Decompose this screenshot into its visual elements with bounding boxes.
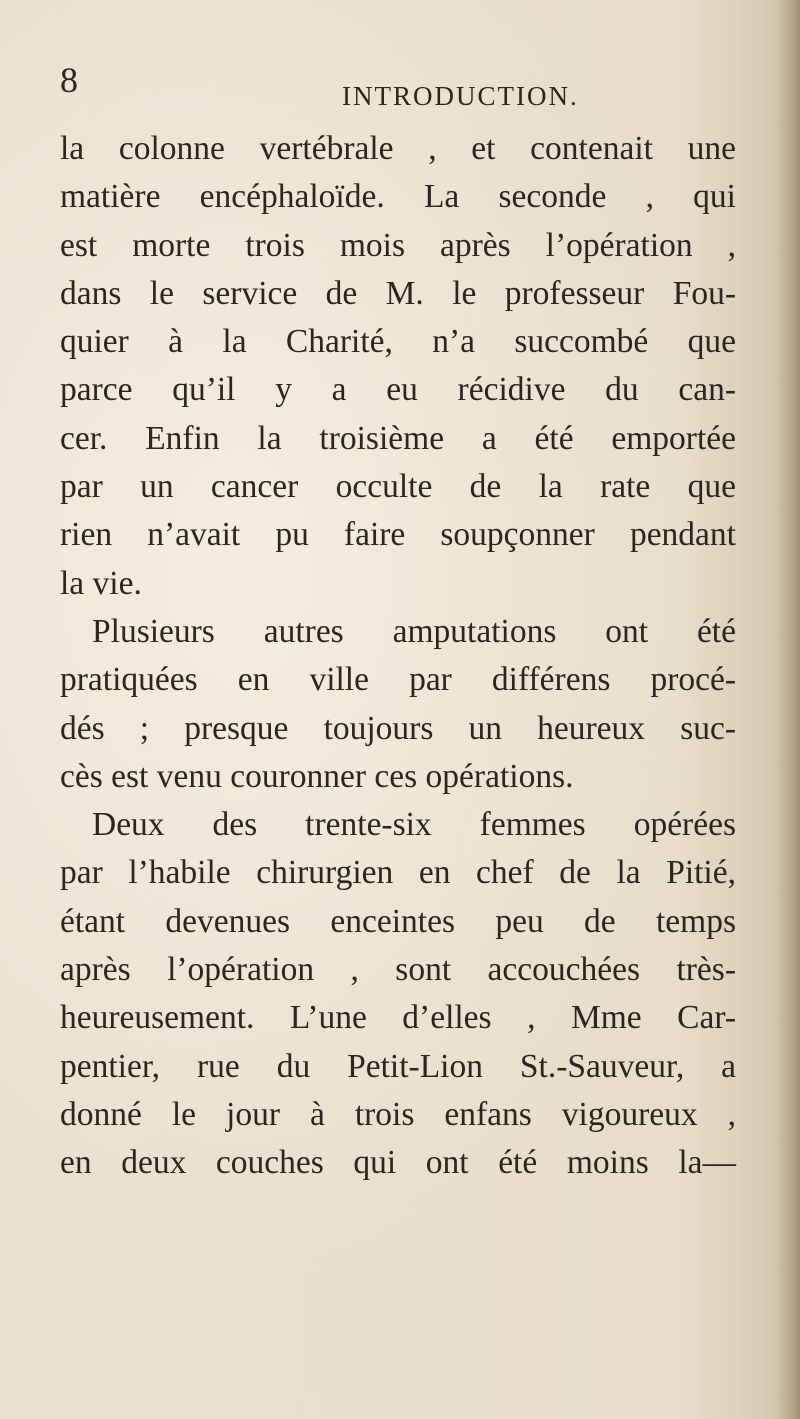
body-text: [60, 125, 736, 1188]
text-line: pentier, rue du Petit-Lion St.-Sauveur, a: [60, 1047, 736, 1085]
text-line: la colonne vertébrale , et contenait une: [60, 130, 736, 167]
text-line: donné le jour à trois enfans vigoureux ,: [60, 1095, 736, 1133]
text-line: parce qu’il y a eu récidive du can-: [60, 371, 736, 409]
text-line: la vie.: [60, 564, 142, 602]
paragraph-start-line: Plusieurs autres amputations ont été: [92, 612, 736, 650]
text-line: heureusement. L’une d’elles , Mme Car-: [60, 999, 736, 1037]
text-line: pratiquées en ville par différens procé-: [60, 661, 736, 699]
text-line: étant devenues enceintes peu de temps: [60, 902, 736, 940]
page-edge-shadow: [776, 0, 800, 1419]
text-line: dans le service de M. le professeur Fou-: [60, 274, 736, 312]
text-line: par un cancer occulte de la rate que: [60, 468, 736, 506]
page-number: 8: [60, 60, 78, 100]
text-line: rien n’avait pu faire soupçonner pendant: [60, 516, 736, 554]
text-line: par l’habile chirurgien en chef de la Pitié,: [60, 854, 736, 892]
text-line: dés ; presque toujours un heureux suc-: [60, 709, 736, 747]
text-line: en deux couches qui ont été moins la—: [60, 1144, 736, 1182]
paragraph-start-line: Deux des trente-six femmes opérées: [92, 806, 736, 844]
text-line: cer. Enfin la troisième a été emportée: [60, 419, 736, 457]
text-line: après l’opération , sont accouchées très-: [60, 951, 736, 989]
text-line: cès est venu couronner ces opérations.: [60, 757, 574, 795]
text-line: quier à la Charité, n’a succombé que: [60, 323, 736, 361]
running-head: INTRODUCTION.: [342, 81, 579, 111]
text-line: est morte trois mois après l’opération ,: [60, 226, 736, 264]
text-line: matière encéphaloïde. La seconde , qui: [60, 178, 736, 216]
